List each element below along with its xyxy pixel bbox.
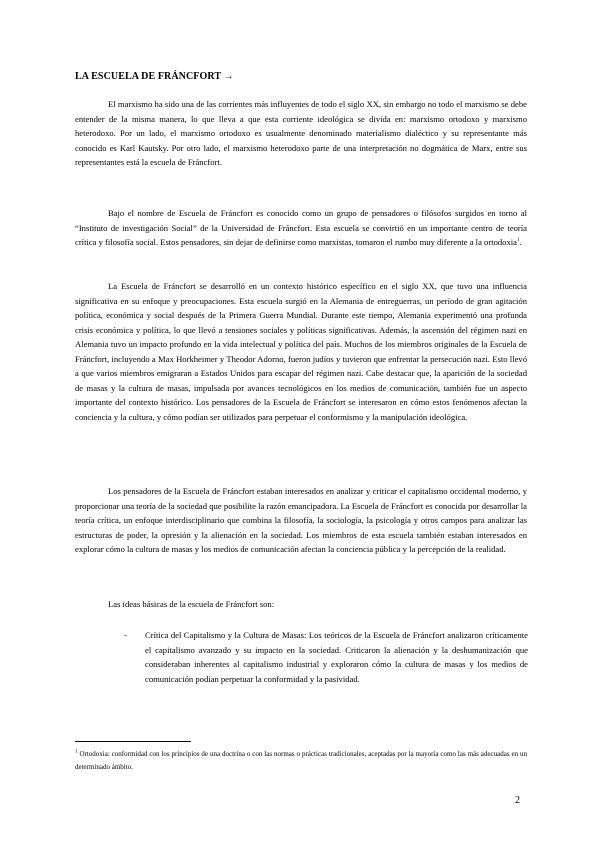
paragraph-contexto-historico: La Escuela de Fráncfort se desarrolló en un contexto histórico específico en el siglo XX, que tuvo una influencia significativa en su enfoque y preocupaciones. Esta escuela surgió en la Alemania de entreguerras, un período de gran agitación política, económica y social después de la Primera Guerra Mundial. Durante este tiempo, Alemania experimentó una profunda crisis económica y política, lo que llevó a tensiones sociales y políticas significativas. Además, la ascensión del régimen nazi en Alemania tuvo un impacto profundo en la vida intelectual y política del país. Muchos de los miembros originales de la Escuela de Fráncfort, incluyendo a Max Horkheimer y Theodor Adorno, fueron judíos y tuvieron que enfrentar la persecución nazi. Esto llevó a que varios miembros emigraran a Estados Unidos para escapar del régimen nazi. Cabe destacar que, la aparición de la sociedad de masas y la cultura de masas, impulsada por avances tecnológicos en los medios de comunicación, también fue un aspecto importante del contexto histórico. Los pensadores de la Escuela de Fráncfort se interesaron en cómo estos fenómenos afectan la conciencia y la cultura, y cómo podían ser utilizados para perpetuar el conformismo y la manipulación ideológica. [75, 281, 527, 422]
paragraph-marxismo: El marxismo ha sido una de las corrientes más influyentes de todo el siglo XX, sin embargo no todo el marxismo se debe entender de la misma manera, lo que lleva a que esta corriente ideológica se divida en: marxismo ortodoxo y marxismo heterodoxo. Por un lado, el marxismo ortodoxo es usualmente denominado materialismo dialéctico y su representante más conocido es Karl Kautsky. Por otro lado, el marxismo heterodoxo parte de una interpretación no dogmática de Marx, entre sus representantes está la escuela de Fráncfort. [75, 99, 527, 167]
footnote [75, 748, 527, 773]
footnote-text: Ortodoxia: conformidad con los principios de una doctrina o con las normas o prácticas tradicionales, aceptadas por la mayoría como las más adecuadas en un determinado ámbito. [75, 750, 528, 771]
list-item-text: Crítica del Capitalismo y la Cultura de Masas: Los teóricos de la Escuela de Fráncfort analizaron críticamente el capitalismo avanzado y su impacto en la sociedad. Criticaron la alienación y la deshumanización que consideraban inherentes al capitalismo industrial y exploraron cómo la cultura de masas y los medios de comunicación podían perpetuar la conformidad y la pasividad. [145, 630, 528, 684]
paragraph-definicion-text: Bajo el nombre de Escuela de Fráncfort es conocido como un grupo de pensadores o filósofos surgidos en torno al “Instituto de investigación Social” de la Universidad de Fráncfort. Esta escuela se convirtió en un importante centro de teoría crítica y filosofía social. Estos pensadores, sin dejar de definirse como marxistas, tomaron el rumbo muy diferente a la ortodoxia [75, 208, 527, 247]
paragraph-definicion: Bajo el nombre de Escuela de Fráncfort es conocido como un grupo de pensadores o filósofos surgidos en torno al “Instituto de investigación Social” de la Universidad de Fráncfort. Esta escuela se convirtió en un importante centro de teoría crítica y filosofía social. Estos pensadores, sin dejar de definirse como marxistas, tomaron el rumbo muy diferente a la ortodoxia$^1$. [75, 208, 527, 247]
page-title [75, 71, 234, 82]
list-item [124, 628, 528, 686]
footnote-reference[interactable]: 1 [516, 238, 520, 244]
paragraph-teoria-critica: Los pensadores de la Escuela de Fráncfort estaban interesados en analizar y criticar el capitalismo occidental moderno, y proporcionar una teoría de la sociedad que posibilite la razón emancipadora. La Escuela de Fráncfort es conocida por desarrollar la teoría crítica, un enfoque interdisciplinario que combina la filosofía, la sociología, la psicología y otros campos para analizar las estructuras de poder, la opresión y la alienación en la sociedad. Los miembros de esta escuela también estaban interesados en explorar cómo la cultura de masas y los medios de comunicación afectan la conciencia pública y la percepción de la realidad. [75, 486, 527, 554]
page-number: 2 [515, 795, 520, 806]
title-text: LA ESCUELA DE FRÁNCFORT [75, 71, 221, 82]
bullet-dash-icon: - [124, 630, 127, 640]
footnote-number: 1 [75, 749, 78, 755]
ideas-list [124, 628, 528, 686]
paragraph-ideas-basicas: Las ideas básicas de la escuela de Fráncfort son: [108, 599, 275, 609]
footnote-divider [75, 741, 191, 742]
arrow-icon: → [223, 71, 234, 82]
